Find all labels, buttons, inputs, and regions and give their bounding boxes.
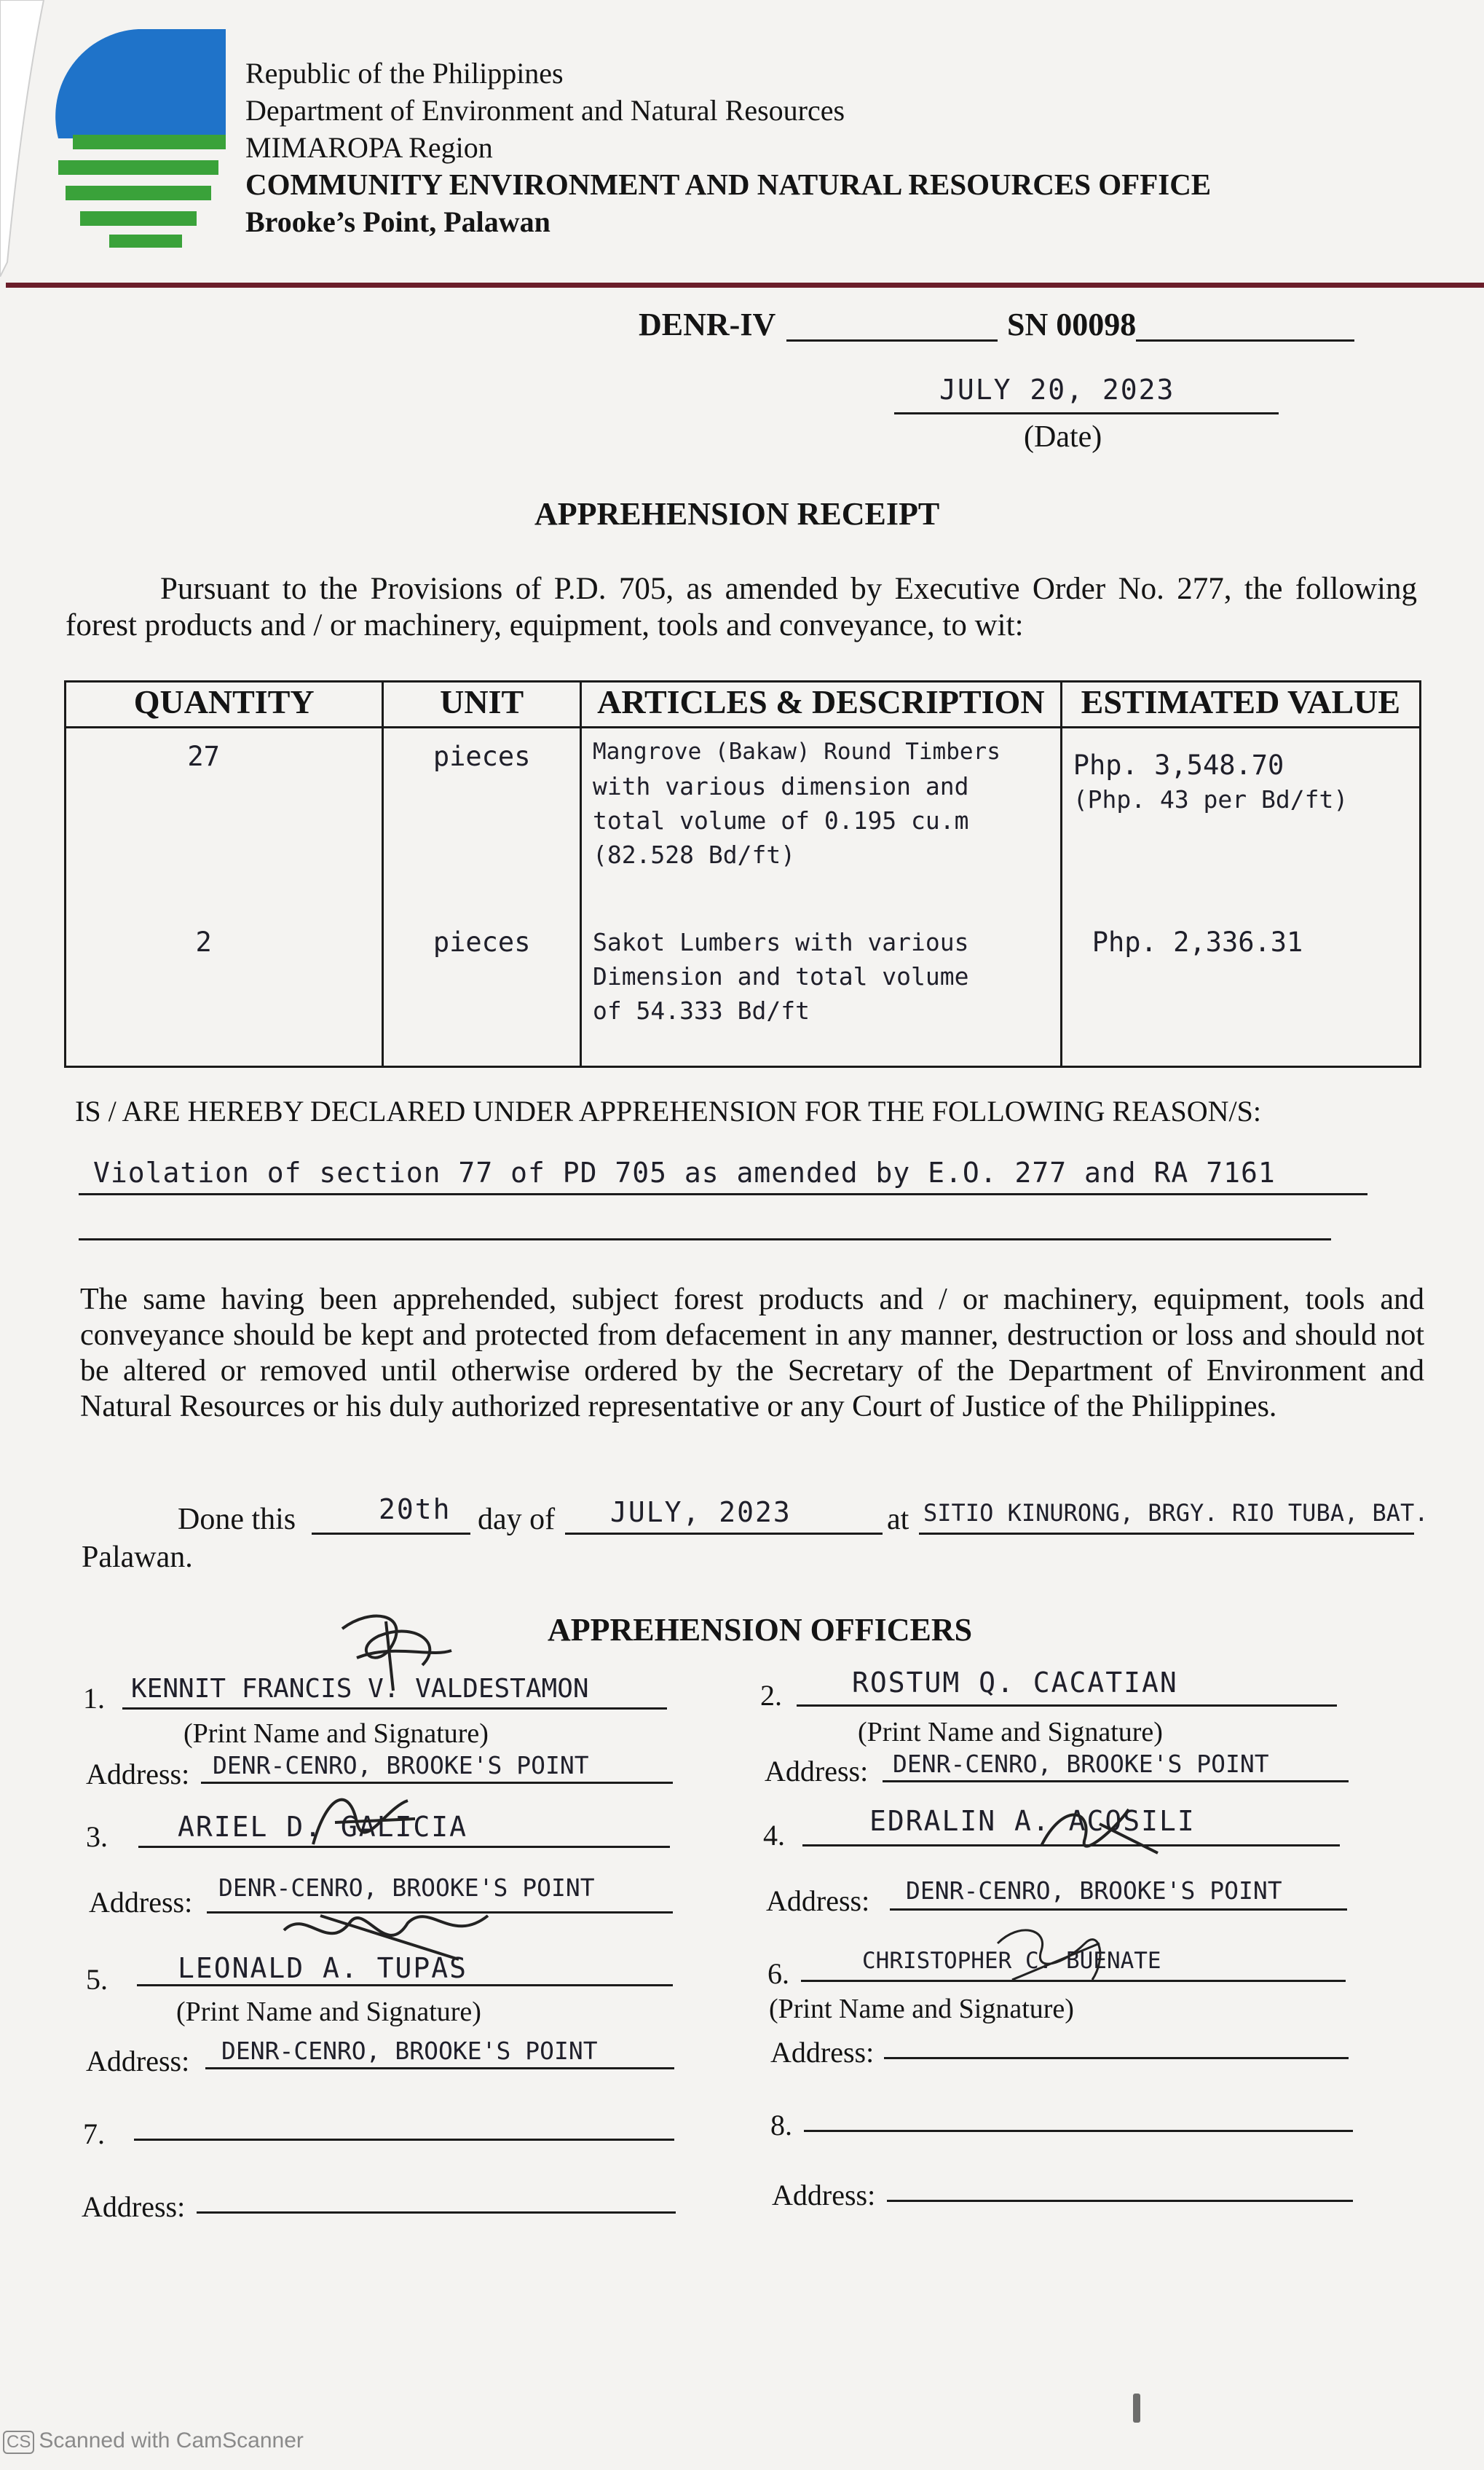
- ink-mark: [1133, 2394, 1140, 2423]
- header-department: Department of Environment and Natural Resources: [245, 94, 845, 127]
- header-unit: UNIT: [383, 682, 581, 728]
- row2-description-line: Sakot Lumbers with various: [592, 928, 969, 957]
- done-place: SITIO KINURONG, BRGY. RIO TUBA, BAT.: [923, 1499, 1429, 1527]
- officer-7-address-label: Address:: [82, 2190, 186, 2223]
- denr-label: DENR-IV: [639, 307, 776, 342]
- officer-5-line: [137, 1984, 673, 1986]
- serial-number: SN 00098: [1007, 307, 1137, 342]
- officer-6-number: 6.: [767, 1957, 789, 1990]
- done-month: JULY, 2023: [610, 1496, 792, 1528]
- officer-1-address: DENR-CENRO, BROOKE'S POINT: [213, 1751, 589, 1779]
- done-prefix: Done this: [178, 1503, 296, 1536]
- date-caption: (Date): [1024, 420, 1102, 454]
- scanner-watermark-text: Scanned with CamScanner: [39, 2428, 304, 2453]
- header-quantity: QUANTITY: [66, 682, 383, 728]
- officer-4-address-label: Address:: [766, 1884, 870, 1917]
- intro-paragraph: Pursuant to the Provisions of P.D. 705, as amended by Executive Order No. 277, the following forest products and / or machinery, equipment, tools and conveyance, to wit:: [66, 572, 1417, 642]
- row1-unit: pieces: [433, 741, 531, 772]
- officer-1-line: [122, 1707, 667, 1710]
- officer-2-address: DENR-CENRO, BROOKE'S POINT: [893, 1750, 1269, 1778]
- header-description: ARTICLES & DESCRIPTION: [580, 682, 1061, 728]
- done-day: 20th: [379, 1493, 451, 1525]
- officer-2-name: ROSTUM Q. CACATIAN: [852, 1667, 1178, 1699]
- row2-description-line: Dimension and total volume: [592, 962, 969, 991]
- officer-6-address-line: [884, 2057, 1349, 2059]
- officer-6-address-label: Address:: [770, 2036, 875, 2069]
- scanner-logo-icon: CS: [3, 2431, 34, 2454]
- header-location: Brooke’s Point, Palawan: [245, 205, 550, 238]
- signature-officer-1: [328, 1600, 459, 1694]
- officer-4-address: DENR-CENRO, BROOKE'S POINT: [906, 1876, 1282, 1905]
- date-value: JULY 20, 2023: [939, 374, 1175, 406]
- officer-8-address-label: Address:: [772, 2179, 876, 2211]
- header-office: COMMUNITY ENVIRONMENT AND NATURAL RESOURCES OFFICE: [245, 168, 1212, 201]
- officer-5-name: LEONALD A. TUPAS: [178, 1952, 468, 1984]
- done-place-line: [919, 1533, 1414, 1535]
- folded-corner: [0, 0, 51, 277]
- officer-2-address-line: [883, 1780, 1349, 1782]
- reasons-value: Violation of section 77 of PD 705 as amended by E.O. 277 and RA 7161: [93, 1157, 1276, 1189]
- header-republic: Republic of the Philippines: [245, 57, 564, 90]
- officer-1-number: 1.: [83, 1682, 105, 1715]
- officer-2-number: 2.: [760, 1679, 782, 1712]
- officer-1-name: KENNIT FRANCIS V. VALDESTAMON: [131, 1674, 589, 1704]
- table-row: [66, 919, 1421, 1066]
- row1-description-line: (82.528 Bd/ft): [592, 841, 796, 869]
- scanner-watermark: [3, 2428, 304, 2454]
- table-row: [66, 728, 1421, 919]
- row1-value-rate: (Php. 43 per Bd/ft): [1073, 785, 1349, 814]
- officer-4-number: 4.: [763, 1819, 785, 1852]
- officer-5-address-line: [205, 2067, 674, 2069]
- serial-line: [1136, 339, 1354, 342]
- officer-3-name: ARIEL D. GALICIA: [178, 1811, 468, 1843]
- header-region: MIMAROPA Region: [245, 131, 493, 164]
- officer-6-name: CHRISTOPHER C. BUENATE: [862, 1948, 1161, 1974]
- officer-1-caption: (Print Name and Signature): [183, 1718, 489, 1749]
- officer-8-line: [804, 2130, 1353, 2132]
- done-at: at: [887, 1503, 909, 1536]
- officer-3-address-label: Address:: [89, 1886, 193, 1919]
- officer-2-line: [797, 1704, 1337, 1707]
- officer-7-line: [134, 2139, 674, 2141]
- row1-description-line: Mangrove (Bakaw) Round Timbers: [592, 739, 1000, 765]
- officers-title: APPREHENSION OFFICERS: [548, 1612, 973, 1648]
- row1-description-line: total volume of 0.195 cu.m: [592, 806, 969, 835]
- row1-quantity: 27: [187, 741, 220, 772]
- row2-value: Php. 2,336.31: [1092, 927, 1303, 959]
- row2-quantity: 2: [195, 927, 212, 959]
- officer-8-address-line: [887, 2200, 1353, 2202]
- reasons-label: IS / ARE HEREBY DECLARED UNDER APPREHENSION FOR THE FOLLOWING REASON/S:: [75, 1095, 1261, 1128]
- officer-4-name: EDRALIN A. ACOSILI: [869, 1805, 1196, 1837]
- table-header-row: [66, 682, 1421, 728]
- officer-2-caption: (Print Name and Signature): [858, 1717, 1163, 1747]
- custody-paragraph: The same having been apprehended, subject forest products and / or machinery, equipment, tools and conveyance should be kept and protected from defacement in any manner, destruction or loss and should not be altered or removed until otherwise ordered by the Secretary of the Department of Environment and Natural Resources or his duly authorized representative or any Court of Justice of the Philippines.: [80, 1283, 1424, 1423]
- done-month-line: [565, 1533, 883, 1535]
- officer-8-number: 8.: [770, 2109, 792, 2141]
- officer-2-address-label: Address:: [765, 1755, 869, 1787]
- officer-7-address-line: [197, 2211, 676, 2214]
- reasons-line-1: [79, 1193, 1367, 1195]
- officer-3-number: 3.: [86, 1820, 108, 1853]
- signature-officer-4: [1034, 1795, 1165, 1868]
- officer-5-caption: (Print Name and Signature): [176, 1997, 481, 2027]
- officer-3-address: DENR-CENRO, BROOKE'S POINT: [218, 1873, 595, 1902]
- signature-officer-5: [277, 1894, 495, 1974]
- reasons-line-2: [79, 1238, 1331, 1240]
- officer-1-address-line: [201, 1782, 673, 1784]
- officer-7-number: 7.: [83, 2117, 105, 2150]
- done-day-line: [312, 1533, 470, 1535]
- officer-1-address-label: Address:: [86, 1758, 190, 1790]
- done-day-of: day of: [478, 1503, 556, 1536]
- document-title: APPREHENSION RECEIPT: [534, 496, 940, 532]
- officer-6-caption: (Print Name and Signature): [769, 1994, 1074, 2024]
- row2-unit: pieces: [433, 927, 531, 959]
- done-palawan: Palawan.: [82, 1541, 193, 1574]
- officer-4-address-line: [890, 1908, 1347, 1911]
- signature-officer-3: [306, 1779, 422, 1859]
- header-value: ESTIMATED VALUE: [1061, 682, 1420, 728]
- denr-blank-line: [786, 339, 998, 342]
- signature-officer-6: [983, 1914, 1114, 1994]
- items-table: [64, 680, 1421, 1068]
- header-divider: [6, 283, 1484, 288]
- row2-description-line: of 54.333 Bd/ft: [592, 996, 810, 1026]
- officer-5-address-label: Address:: [86, 2045, 190, 2077]
- officer-5-address: DENR-CENRO, BROOKE'S POINT: [221, 2037, 598, 2065]
- row1-value: Php. 3,548.70: [1073, 750, 1284, 781]
- date-line: [894, 412, 1279, 414]
- officer-5-number: 5.: [86, 1963, 108, 1996]
- row1-description-line: with various dimension and: [592, 772, 969, 801]
